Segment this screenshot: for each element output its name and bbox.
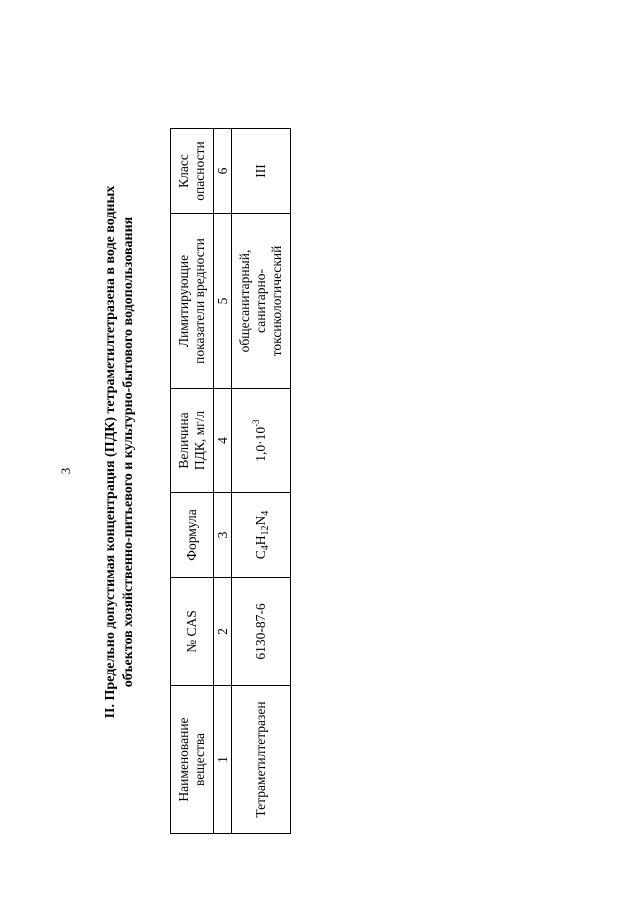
cas-number-cell: 6130-87-6	[232, 578, 291, 686]
column-number: 6	[214, 129, 232, 214]
rotated-page-content	[40, 12, 600, 892]
formula-cell: $C_4H_{12}N_4$	[232, 493, 291, 578]
column-number: 1	[214, 686, 232, 834]
table-header-row	[171, 129, 214, 834]
table-row	[232, 129, 291, 834]
header-cell-formula: Формула	[171, 493, 214, 578]
column-number: 2	[214, 578, 232, 686]
column-number: 5	[214, 214, 232, 389]
header-cell-hazard-class: Класс опасности	[171, 129, 214, 214]
header-cell-cas: № CAS	[171, 578, 214, 686]
page-number: 3	[58, 467, 73, 475]
column-number: 3	[214, 493, 232, 578]
column-number-row	[214, 129, 232, 834]
substance-name-cell: Тетраметилтетразен	[232, 686, 291, 834]
header-cell-pdk: Величина ПДК, мг/л	[171, 389, 214, 493]
pdk-table	[170, 128, 291, 834]
header-cell-name: Наименование вещества	[171, 686, 214, 834]
title-line-1: II. Предельно допустимая концентрация (ПДК) тетраметилтетразена в воде водных	[103, 185, 118, 719]
title-line-2: объектов хозяйственно-питьевого и культурно-бытового водопользования	[121, 216, 136, 688]
document-title	[102, 132, 138, 772]
hazard-class-cell: III	[232, 129, 291, 214]
limiting-indicators-cell: общесанитарный, санитарно- токсикологический	[232, 214, 291, 389]
header-cell-limiting: Лимитирующие показатели вредности	[171, 214, 214, 389]
column-number: 4	[214, 389, 232, 493]
pdk-value-cell: $1,0\cdot 10^{-3}$	[232, 389, 291, 493]
